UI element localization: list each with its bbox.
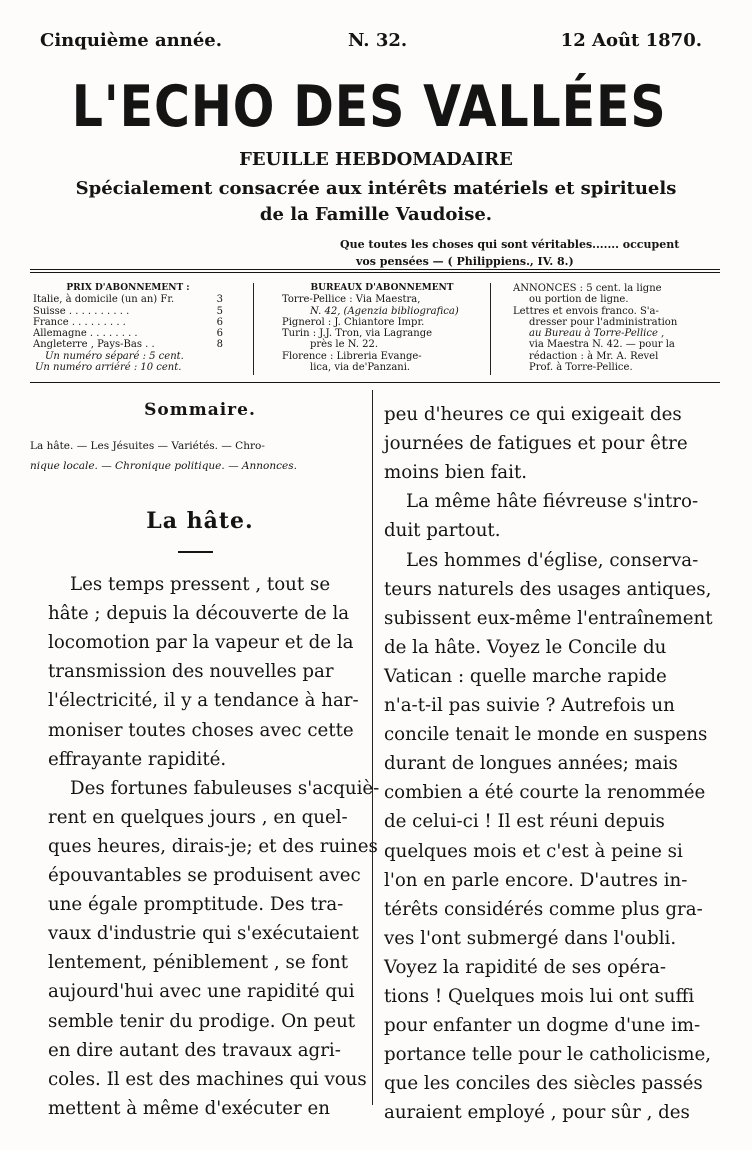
numero-separe: Un numéro séparé : 5 cent. — [45, 350, 184, 362]
article-line: Des fortunes fabuleuses s'acquiè- — [70, 777, 380, 799]
issue-number: N. 32. — [348, 30, 408, 51]
article-line: Voyez la rapidité de ses opéra- — [384, 956, 667, 978]
article-line: locomotion par la vapeur et de la — [48, 632, 354, 654]
annonces-line: ou portion de ligne. — [529, 294, 629, 306]
article-line: quelques mois et c'est à peine si — [384, 840, 683, 862]
article-line: portance telle pour le catholicisme, — [384, 1044, 712, 1066]
article-line: aujourd'hui avec une rapidité qui — [48, 981, 355, 1003]
box-divider — [490, 283, 491, 375]
sommaire-title: Sommaire. — [144, 400, 256, 420]
article-line: concile tenait le monde en suspens — [384, 724, 708, 746]
article-line: Les hommes d'église, conserva- — [406, 549, 699, 571]
bottom-rule — [30, 382, 720, 383]
article-line: semble tenir du prodige. On peut — [48, 1010, 356, 1032]
bureaux-box — [282, 283, 482, 378]
annonces-line: au Bureau à Torre-Pellice , — [529, 328, 665, 340]
motto-line-1: Que toutes les choses qui sont véritables....... occupent — [340, 238, 680, 251]
article-line: La même hâte fiévreuse s'intro- — [406, 491, 699, 513]
article-line: l'on en parle encore. D'autres in- — [384, 869, 688, 891]
article-line: peu d'heures ce qui exigeait des — [384, 404, 682, 425]
bureaux-line: lica, via de'Panzani. — [310, 362, 411, 374]
sommaire-line-1: La hâte. — Les Jésuites — Variétés. — Chro- — [30, 440, 265, 452]
top-rule — [30, 269, 720, 270]
article-line: lentement, péniblement , se font — [48, 952, 349, 974]
article-line: n'a-t-il pas suivie ? Autrefois un — [384, 695, 675, 716]
article-line: tions ! Quelques mois lui ont suffi — [384, 986, 695, 1007]
prix-row: Italie, à domicile (un an) Fr. 3 — [33, 294, 223, 306]
tagline-line-2: de la Famille Vaudoise. — [259, 204, 493, 225]
prix-row: France . . . . . . . . . 6 — [33, 316, 223, 328]
article-line: Vatican : quelle marche rapide — [384, 665, 667, 687]
bureaux-line: Florence : Libreria Evange- — [282, 350, 422, 362]
annonces-line: Prof. à Torre-Pellice. — [529, 362, 633, 374]
box-divider — [253, 283, 254, 375]
article-line: durant de longues années; mais — [384, 753, 678, 775]
article-line: l'électricité, il y a tendance à har- — [48, 690, 359, 712]
article-line: ves l'ont submergé dans l'oubli. — [384, 927, 677, 949]
article-line: auraient employé , pour sûr , des — [384, 1102, 690, 1124]
article-line: journées de fatigues et pour être — [384, 433, 688, 455]
annonces-line: dresser pour l'administration — [529, 316, 678, 328]
title-dash — [178, 551, 213, 553]
prix-abonnement-box — [33, 283, 223, 378]
article-line: moins bien fait. — [384, 462, 528, 484]
prix-row: Suisse . . . . . . . . . . 5 — [33, 305, 223, 317]
tagline — [0, 176, 752, 228]
article-line: que les conciles des siècles passés — [384, 1073, 703, 1095]
article-line: teurs naturels des usages antiques, — [384, 578, 712, 600]
article-line: épouvantables se produisent avec — [48, 865, 361, 886]
bureaux-line: N. 42, (Agenzia bibliografica) — [310, 305, 459, 317]
article-line: ques heures, dirais-je; et des ruines — [48, 835, 378, 857]
motto-line-2: vos pensées — ( Philippiens., IV. 8.) — [356, 255, 574, 268]
article-line: moniser toutes choses avec cette — [48, 719, 354, 741]
bureaux-line: près le N. 22. — [310, 339, 379, 351]
annonces-line: rédaction : à Mr. A. Revel — [529, 350, 659, 362]
issue-header — [40, 30, 702, 56]
article-line: en dire autant des travaux agri- — [48, 1039, 341, 1061]
bureaux-heading: BUREAUX D'ABONNEMENT — [310, 283, 454, 293]
article-line: mettent à même d'exécuter en — [48, 1097, 330, 1119]
numero-arriere: Un numéro arriéré : 10 cent. — [35, 362, 182, 374]
prix-heading: PRIX D'ABONNEMENT : — [66, 283, 190, 293]
year-label: Cinquième année. — [40, 30, 222, 51]
newspaper-title: L'ECHO DES VALLÉES — [71, 74, 667, 140]
article-line: subissent eux-même l'entraînement — [384, 607, 713, 629]
bureaux-line: Torre-Pellice : Via Maestra, — [282, 294, 421, 306]
sommaire-text — [30, 436, 370, 476]
issue-date: 12 Août 1870. — [560, 30, 702, 51]
article-line: duit partout. — [384, 520, 501, 542]
article-line: coles. Il est des machines qui vous — [48, 1068, 367, 1090]
column-divider — [372, 390, 373, 1105]
bureaux-line: Pignerol : J. Chiantore Impr. — [282, 316, 425, 328]
annonces-box — [513, 283, 703, 378]
article-line: hâte ; depuis la découverte de la — [48, 603, 350, 625]
article-line: de la hâte. Voyez le Concile du — [384, 636, 667, 658]
article-line: de celui-ci ! Il est réuni depuis — [384, 811, 665, 833]
article-line: vaux d'industrie qui s'exécutaient — [48, 923, 359, 945]
sommaire-line-2: nique locale. — Chronique politique. — Annonces. — [30, 460, 297, 472]
article-line: une égale promptitude. Des tra- — [48, 894, 344, 916]
prix-row: Allemagne . . . . . . . . 6 — [33, 328, 223, 340]
article-line: combien a été courte la renommée — [384, 782, 706, 804]
tagline-line-1: Spécialement consacrée aux intérêts matériels et spirituels — [75, 178, 677, 199]
article-line: térêts considérés comme plus gra- — [384, 898, 703, 920]
subtitle: FEUILLE HEBDOMADAIRE — [239, 149, 513, 170]
article-title: La hâte. — [146, 508, 254, 534]
article-line: rent en quelques jours , en quel- — [48, 806, 348, 828]
top-rule-double — [30, 272, 720, 273]
motto — [340, 236, 700, 270]
article-line: transmission des nouvelles par — [48, 661, 334, 683]
annonces-line: ANNONCES : 5 cent. la ligne — [513, 283, 662, 294]
article-line: effrayante rapidité. — [48, 748, 227, 770]
annonces-line: via Maestra N. 42. — pour la — [529, 339, 675, 351]
article-line: pour enfanter un dogme d'une im- — [384, 1015, 701, 1037]
bureaux-line: Turin : J.J. Tron, via Lagrange — [282, 328, 433, 340]
article-line: Les temps pressent , tout se — [70, 574, 331, 595]
prix-row: Angleterre , Pays-Bas . . 8 — [33, 339, 223, 351]
annonces-line: Lettres et envois franco. S'a- — [513, 305, 659, 317]
